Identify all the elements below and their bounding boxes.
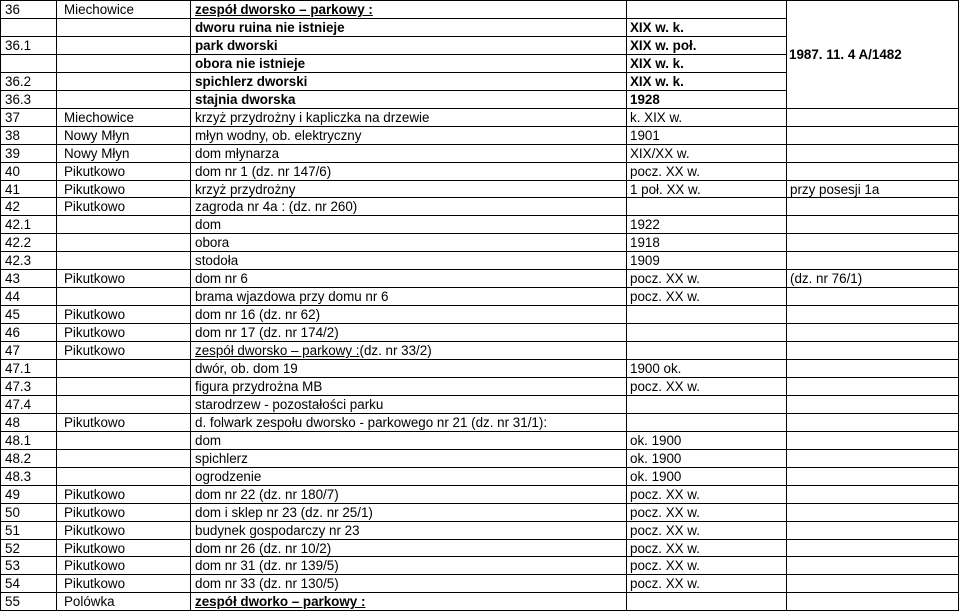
cell-number: 50 [5,505,20,520]
row-border [0,449,959,450]
cell-number: 49 [5,487,20,502]
row-border [0,556,959,557]
cell-number: 37 [5,110,20,125]
cell-number: 53 [5,558,20,573]
cell-location: Polówka [64,594,115,609]
row-border [0,0,959,1]
cell-location: Miechowice [64,110,134,125]
row-border [0,323,959,324]
cell-location: Pikutkowo [64,558,126,573]
cell-object: dwór, ob. dom 19 [195,361,298,376]
cell-number: 42.1 [5,217,32,232]
cell-number: 41 [5,182,20,197]
row-border [0,503,959,504]
row-border [0,359,959,360]
column-border [626,0,627,610]
cell-dating: XIX w. k. [630,20,684,35]
cell-number: 55 [5,594,20,609]
cell-location: Pikutkowo [64,164,126,179]
cell-object: dom nr 17 (dz. nr 174/2) [195,325,339,340]
cell-dating: pocz. XX w. [630,541,700,556]
row-border [0,377,959,378]
cell-dating: pocz. XX w. [630,271,700,286]
row-border [0,108,959,109]
cell-number: 51 [5,523,20,538]
cell-dating: 1909 [630,253,660,268]
column-border [786,0,787,610]
cell-dating: 1918 [630,235,660,250]
cell-dating: 1928 [630,92,660,107]
cell-number: 43 [5,271,20,286]
cell-dating: pocz. XX w. [630,487,700,502]
cell-dating: XIX w. k. [630,74,684,89]
cell-object: obora nie istnieje [195,56,306,71]
cell-number: 52 [5,541,20,556]
cell-location: Pikutkowo [64,576,126,591]
cell-object: dom młynarza [195,146,280,161]
column-border [56,0,57,610]
row-border [0,485,959,486]
cell-dating: pocz. XX w. [630,379,700,394]
row-border [0,431,959,432]
row-border [0,395,959,396]
cell-number: 48.3 [5,469,32,484]
cell-object: dom [195,433,222,448]
cell-location: Pikutkowo [64,343,126,358]
cell-object: obora [195,235,230,250]
cell-dating: 1901 [630,128,660,143]
cell-object: starodrzew - pozostałości parku [195,397,384,412]
cell-number: 48 [5,415,20,430]
cell-number: 46 [5,325,20,340]
row-border [0,592,959,593]
cell-location: Pikutkowo [64,523,126,538]
cell-dating: XIX/XX w. [630,146,690,161]
cell-number: 39 [5,146,20,161]
cell-object: dworu ruina nie istnieje [195,20,345,35]
cell-remarks: przy posesji 1a [790,182,880,197]
cell-object: dom nr 26 (dz. nr 10/2) [195,541,332,556]
cell-dating: ok. 1900 [630,451,682,466]
row-border [0,90,786,91]
register-note: 1987. 11. 4 A/1482 [789,47,902,62]
cell-location: Pikutkowo [64,271,126,286]
cell-number: 42 [5,199,20,214]
cell-number: 47.4 [5,397,32,412]
row-border [0,467,959,468]
row-border [0,574,959,575]
cell-number: 42.3 [5,253,32,268]
cell-object: dom i sklep nr 23 (dz. nr 25/1) [195,505,373,520]
cell-number: 48.1 [5,433,32,448]
cell-location: Miechowice [64,2,134,17]
row-border [0,233,959,234]
cell-object: spichlerz dworski [195,74,308,89]
cell-location: Pikutkowo [64,325,126,340]
cell-object: figura przydrożna MB [195,379,323,394]
cell-object: zespół dworko – parkowy : [195,594,366,609]
cell-object: dom [195,217,222,232]
cell-dating: 1922 [630,217,660,232]
cell-number: 36.3 [5,92,32,107]
cell-dating: 1900 ok. [630,361,682,376]
cell-dating: XIX w. poł. [630,38,697,53]
cell-object: d. folwark zespołu dworsko - parkowego nr 21 (dz. nr 31/1): [195,415,548,430]
row-border [0,539,959,540]
column-border [190,0,191,610]
cell-object: spichlerz [195,451,248,466]
cell-dating: pocz. XX w. [630,505,700,520]
cell-location: Pikutkowo [64,182,126,197]
row-border [0,162,959,163]
cell-number: 54 [5,576,20,591]
cell-number: 47.1 [5,361,32,376]
cell-object: dom nr 1 (dz. nr 147/6) [195,164,332,179]
cell-number: 47 [5,343,20,358]
cell-number: 40 [5,164,20,179]
cell-number: 47.3 [5,379,32,394]
row-border [0,251,959,252]
row-border [0,521,959,522]
cell-object: park dworski [195,38,278,53]
cell-number: 36.1 [5,38,32,53]
cell-dating: pocz. XX w. [630,164,700,179]
cell-location: Nowy Młyn [64,128,130,143]
cell-number: 44 [5,289,20,304]
cell-object: dom nr 33 (dz. nr 130/5) [195,576,339,591]
cell-dating: ok. 1900 [630,469,682,484]
cell-dating: XIX w. k. [630,56,684,71]
cell-remarks: (dz. nr 76/1) [790,271,863,286]
cell-object-suffix: (dz. nr 33/2) [359,343,432,358]
column-border [0,0,1,610]
cell-object: dom nr 31 (dz. nr 139/5) [195,558,339,573]
cell-dating: pocz. XX w. [630,289,700,304]
cell-object: krzyż przydrożny i kapliczka na drzewie [195,110,430,125]
cell-object: budynek gospodarczy nr 23 [195,523,360,538]
cell-location: Nowy Młyn [64,146,130,161]
cell-object: zespół dworsko – parkowy : [195,2,373,17]
cell-number: 38 [5,128,20,143]
cell-dating: pocz. XX w. [630,576,700,591]
cell-location: Pikutkowo [64,415,126,430]
cell-number: 42.2 [5,235,32,250]
row-border [0,215,959,216]
cell-number: 36 [5,2,20,17]
cell-location: Pikutkowo [64,307,126,322]
cell-object: zespół dworsko – parkowy : [195,343,360,358]
cell-dating: 1 poł. XX w. [630,182,701,197]
cell-number: 36.2 [5,74,32,89]
cell-object: młyn wodny, ob. elektryczny [195,128,362,143]
cell-dating: pocz. XX w. [630,523,700,538]
cell-number: 48.2 [5,451,32,466]
cell-dating: ok. 1900 [630,433,682,448]
cell-object: stajnia dworska [195,92,296,107]
cell-location: Pikutkowo [64,487,126,502]
cell-object: ogrodzenie [195,469,262,484]
cell-object: zagroda nr 4a : (dz. nr 260) [195,199,358,214]
row-border [0,126,959,127]
cell-number: 45 [5,307,20,322]
cell-object: dom nr 6 [195,271,248,286]
cell-object: dom nr 22 (dz. nr 180/7) [195,487,339,502]
row-border [0,287,959,288]
cell-location: Pikutkowo [64,199,126,214]
cell-object: krzyż przydrożny [195,182,296,197]
row-border [0,144,959,145]
cell-object: brama wjazdowa przy domu nr 6 [195,289,389,304]
cell-location: Pikutkowo [64,541,126,556]
cell-object: dom nr 16 (dz. nr 62) [195,307,321,322]
cell-location: Pikutkowo [64,505,126,520]
row-border [0,341,959,342]
cell-dating: pocz. XX w. [630,558,700,573]
cell-dating: k. XIX w. [630,110,683,125]
cell-object: stodoła [195,253,239,268]
row-border [0,305,959,306]
